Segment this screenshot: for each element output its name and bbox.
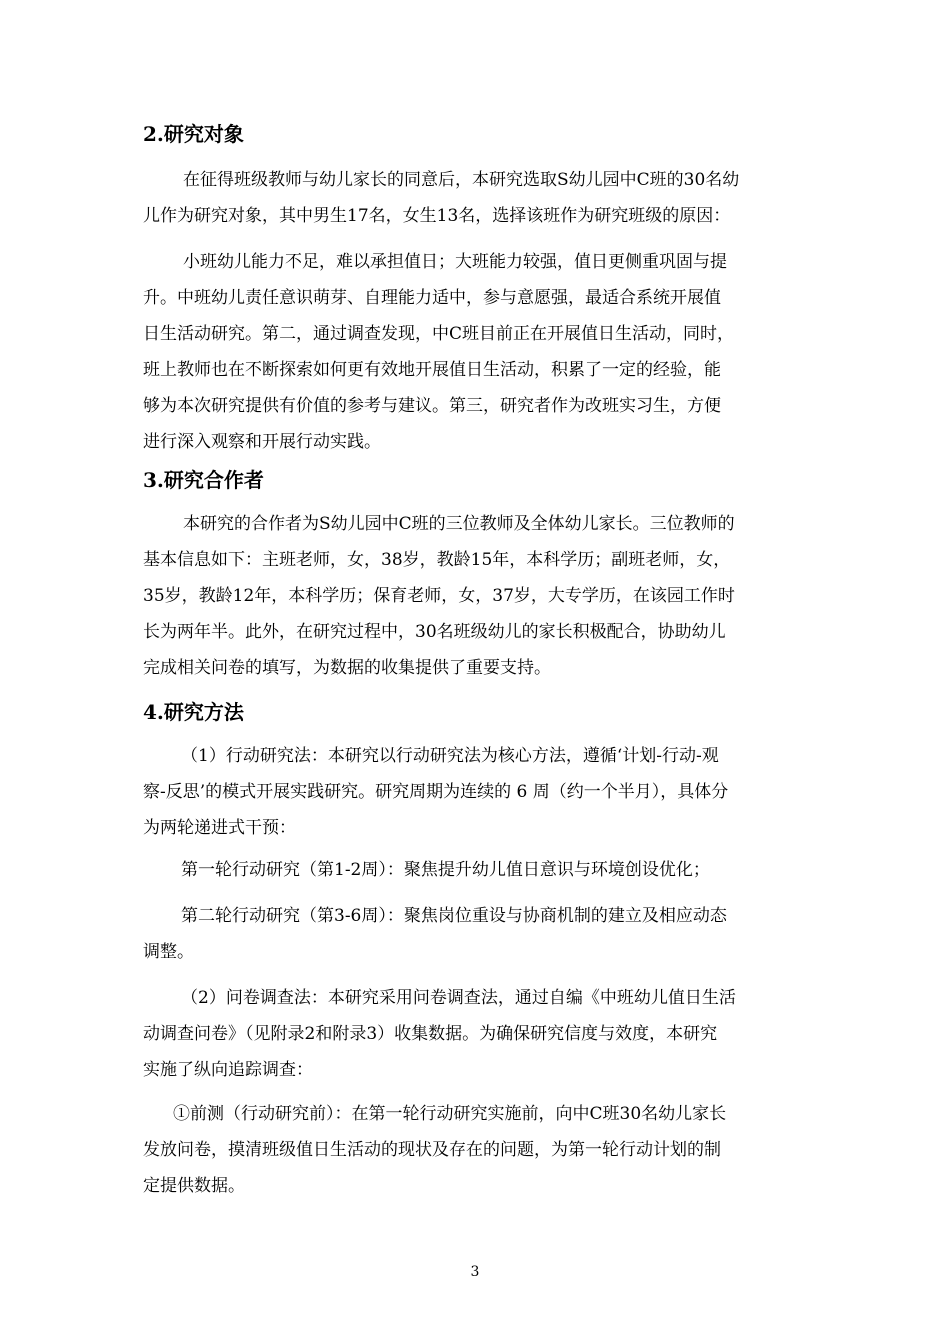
- text-line: （2）问卷调查法：本研究采用问卷调查法，通过自编《中班幼儿值日生活: [181, 988, 736, 1008]
- section-heading-research-collaborators: 3.研究合作者: [143, 468, 264, 492]
- paragraph-action-research: [143, 738, 808, 846]
- text-line: 进行深入观察和开展行动实践。: [143, 432, 381, 452]
- text-line: 调整。: [143, 942, 194, 962]
- text-line: 第一轮行动研究（第1-2周）：聚焦提升幼儿值日意识与环境创设优化；: [181, 860, 710, 880]
- text-line: 发放问卷，摸清班级值日生活动的现状及存在的问题，为第一轮行动计划的制: [143, 1140, 721, 1160]
- section-heading-research-subjects: 2.研究对象: [143, 122, 244, 146]
- paragraph-subjects-intro: [143, 162, 808, 234]
- text-line: 在征得班级教师与幼儿家长的同意后，本研究选取S幼儿园中C班的30名幼: [183, 170, 740, 190]
- text-line: 长为两年半。此外，在研究过程中，30名班级幼儿的家长积极配合，协助幼儿: [143, 622, 726, 642]
- section-heading-research-methods: 4.研究方法: [143, 700, 244, 724]
- paragraph-questionnaire: [143, 980, 808, 1088]
- text-line: （1）行动研究法：本研究以行动研究法为核心方法，遵循‘计划-行动-观: [181, 746, 719, 766]
- text-line: 儿作为研究对象，其中男生17名，女生13名，选择该班作为研究班级的原因：: [143, 206, 731, 226]
- text-line: 小班幼儿能力不足，难以承担值日；大班能力较强，值日更侧重巩固与提: [183, 252, 727, 272]
- paragraph-pretest: [143, 1096, 808, 1204]
- paragraph-subjects-reasons: [143, 244, 808, 460]
- text-line: 够为本次研究提供有价值的参考与建议。第三，研究者作为改班实习生，方便: [143, 396, 721, 416]
- text-line: 班上教师也在不断探索如何更有效地开展值日生活动，积累了一定的经验，能: [143, 360, 721, 380]
- text-line: 动调查问卷》（见附录2和附录3）收集数据。为确保研究信度与效度，本研究: [143, 1024, 718, 1044]
- text-line: 35岁，教龄12年，本科学历；保育老师，女，37岁，大专学历，在该园工作时: [143, 586, 735, 606]
- text-line: 完成相关问卷的填写，为数据的收集提供了重要支持。: [143, 658, 551, 678]
- text-line: 第二轮行动研究（第3-6周）：聚焦岗位重设与协商机制的建立及相应动态: [181, 906, 727, 926]
- text-line: 察-反思’的模式开展实践研究。研究周期为连续的 6 周（约一个半月），具体分: [143, 782, 729, 802]
- text-line: 为两轮递进式干预：: [143, 818, 296, 838]
- text-line: 定提供数据。: [143, 1176, 245, 1196]
- page-number: 3: [470, 1264, 480, 1280]
- paragraph-round-two: [143, 898, 808, 970]
- paragraph-collaborators: [143, 506, 808, 686]
- text-line: 升。中班幼儿责任意识萌芽、自理能力适中，参与意愿强，最适合系统开展值: [143, 288, 721, 308]
- text-line: 实施了纵向追踪调查：: [143, 1060, 313, 1080]
- text-line: ①前测（行动研究前）：在第一轮行动研究实施前，向中C班30名幼儿家长: [173, 1104, 727, 1124]
- text-line: 日生活动研究。第二，通过调查发现，中C班目前正在开展值日生活动，同时，: [143, 324, 735, 344]
- paragraph-round-one: [143, 852, 808, 888]
- text-line: 本研究的合作者为S幼儿园中C班的三位教师及全体幼儿家长。三位教师的: [183, 514, 735, 534]
- text-line: 基本信息如下：主班老师，女，38岁，教龄15年，本科学历；副班老师，女，: [143, 550, 731, 570]
